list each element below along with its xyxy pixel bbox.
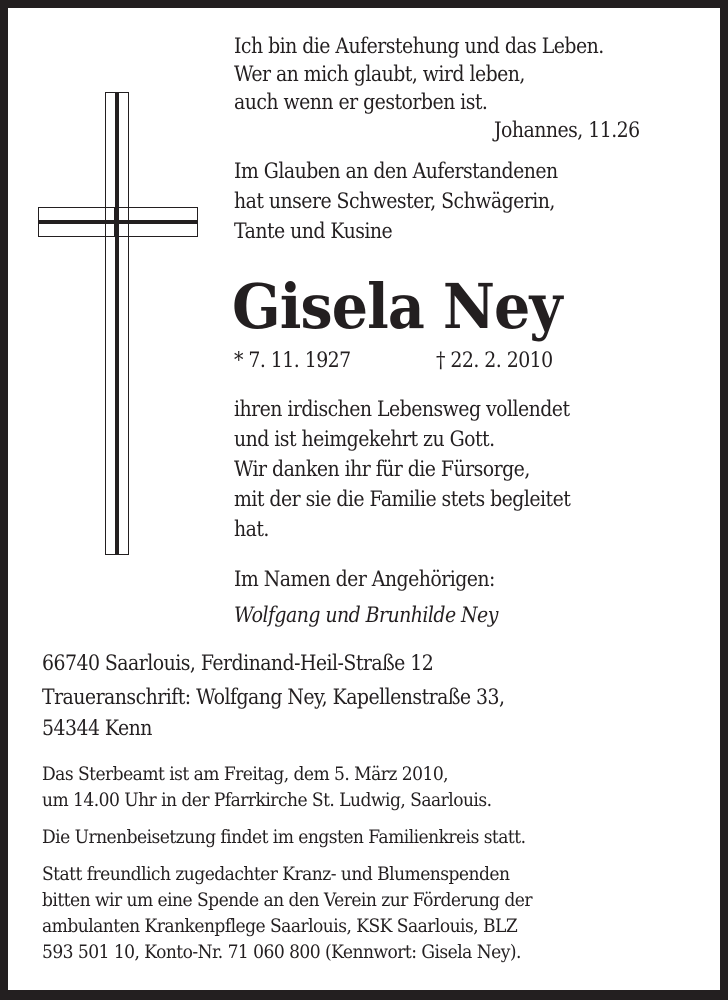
address-line: 66740 Saarlouis, Ferdinand-Heil-Straße 12 <box>42 651 434 675</box>
service-line: Das Sterbeamt ist am Freitag, dem 5. März 2010, <box>42 763 449 785</box>
intro-line: hat unsere Schwester, Schwägerin, <box>234 189 555 213</box>
donation-line: Statt freundlich zugedachter Kranz- und Blumenspenden <box>42 863 510 885</box>
intro-line: Im Glauben an den Auferstandenen <box>234 159 558 183</box>
donation-line: bitten wir um eine Spende an den Verein zur Förderung der <box>42 889 532 911</box>
cross-center <box>114 207 118 237</box>
verse-line: Wer an mich glaubt, wird leben, <box>234 62 525 86</box>
message-line: hat. <box>234 517 269 541</box>
message-line: und ist heimgekehrt zu Gott. <box>234 427 495 451</box>
death-date: † 22. 2. 2010 <box>436 348 553 372</box>
message-line: ihren irdischen Lebensweg vollendet <box>234 397 570 421</box>
service-line: um 14.00 Uhr in der Pfarrkirche St. Ludwig, Saarlouis. <box>42 789 492 811</box>
burial-text: Die Urnenbeisetzung findet im engsten Familienkreis statt. <box>42 826 526 848</box>
donation-line: 593 501 10, Konto-Nr. 71 060 800 (Kennwort: Gisela Ney). <box>42 941 521 963</box>
donation-line: ambulanten Krankenpflege Saarlouis, KSK Saarlouis, BLZ <box>42 915 518 937</box>
signature-names: Wolfgang und Brunhilde Ney <box>234 603 498 627</box>
deceased-name: Gisela Ney <box>232 270 562 343</box>
message-line: Wir danken ihr für die Fürsorge, <box>234 457 530 481</box>
signature-label: Im Namen der Angehörigen: <box>234 567 495 591</box>
verse-reference: Johannes, 11.26 <box>494 118 640 142</box>
message-line: mit der sie die Familie stets begleitet <box>234 487 571 511</box>
cross-crossbar <box>38 207 198 237</box>
address-line: 54344 Kenn <box>42 716 152 740</box>
verse-line: Ich bin die Auferstehung und das Leben. <box>234 34 604 58</box>
address-line: Traueranschrift: Wolfgang Ney, Kapellenstraße 33, <box>42 685 505 709</box>
birth-date: * 7. 11. 1927 <box>234 348 351 372</box>
cross-icon <box>105 92 129 555</box>
intro-line: Tante und Kusine <box>234 219 393 243</box>
verse-line: auch wenn er gestorben ist. <box>234 90 488 114</box>
